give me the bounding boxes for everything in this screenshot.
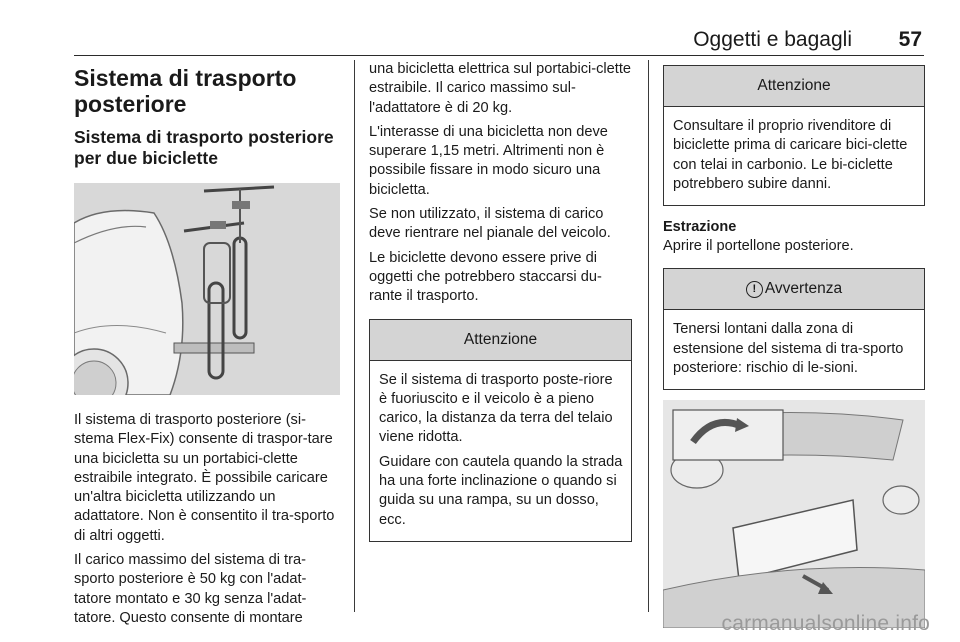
paragraph: Aprire il portellone posteriore. (663, 238, 854, 255)
section-subheading: Sistema di trasporto posteriore per due biciclette (74, 127, 334, 168)
paragraph: Il sistema di trasporto posteriore (si-stema Flex-Fix) consente di traspor-tare una bicicletta su un portabici-clette estraibile integrato. È possibile caricare un'altra bicicletta utilizzando un adattatore. Non è consentito il tra-sporto di altri oggetti. (74, 412, 335, 544)
warning-title: Avvertenza (764, 280, 843, 298)
column-divider (648, 60, 649, 612)
page-header (74, 26, 924, 54)
column-1 (74, 60, 340, 633)
column-divider (354, 60, 355, 612)
paragraph: Le biciclette devono essere prive di oggetti che potrebbero staccarsi du-rante il trasporto. (369, 249, 602, 305)
warning-header (664, 269, 924, 310)
paragraph: Se non utilizzato, il sistema di carico deve rientrare nel pianale del veicolo. (369, 206, 611, 242)
paragraph: Il carico massimo del sistema di tra-sporto posteriore è 50 kg con l'adat-tatore montato e 30 kg senza l'adat-tatore. Questo consente di montare (74, 552, 307, 626)
paragraph: Tenersi lontani dalla zona di estensione del sistema di tra-sporto posteriore: rischio di le-sioni. (673, 321, 904, 377)
paragraph: Se il sistema di trasporto poste-riore è fuoriuscito e il veicolo è a pieno carico, la distanza da terra del telaio viene ridotta. (379, 371, 613, 446)
warning-notice (663, 268, 925, 390)
caution-body (664, 107, 924, 205)
watermark: carmanualsonline.info (721, 612, 930, 635)
section-heading: Estrazione (663, 219, 737, 236)
header-rule (74, 55, 924, 56)
paragraph: Guidare con cautela quando la strada ha una forte inclinazione o quando si guida su una rampa, su un dosso, ecc. (379, 453, 623, 528)
caution-notice (663, 65, 925, 206)
column-3 (663, 60, 925, 628)
paragraph: una bicicletta elettrica sul portabici-clette estraibile. Il carico massimo sul-l'adattatore è di 20 kg. (369, 61, 632, 116)
warning-body (664, 310, 924, 389)
page-number: 57 (898, 28, 922, 51)
bike-carrier-illustration (74, 183, 340, 395)
caution-title: Attenzione (370, 320, 631, 361)
paragraph: Consultare il proprio rivenditore di biciclette prima di caricare bici-clette con telai in carbonio. Le bi-ciclette potrebbero subire danni. (673, 118, 908, 192)
paragraph: L'interasse di una bicicletta non deve superare 1,15 metri. Altrimenti non è possibile fissare in modo sicuro una bicicletta. (369, 123, 608, 198)
warning-triangle-icon: ! (746, 281, 763, 298)
section-heading: Sistema di trasporto posteriore (74, 65, 297, 117)
caution-notice (369, 319, 632, 542)
caution-title: Attenzione (664, 66, 924, 107)
caution-body (370, 361, 631, 541)
column-2 (369, 60, 632, 554)
bumper-illustration (663, 400, 925, 628)
header-title: Oggetti e bagagli (693, 28, 852, 51)
